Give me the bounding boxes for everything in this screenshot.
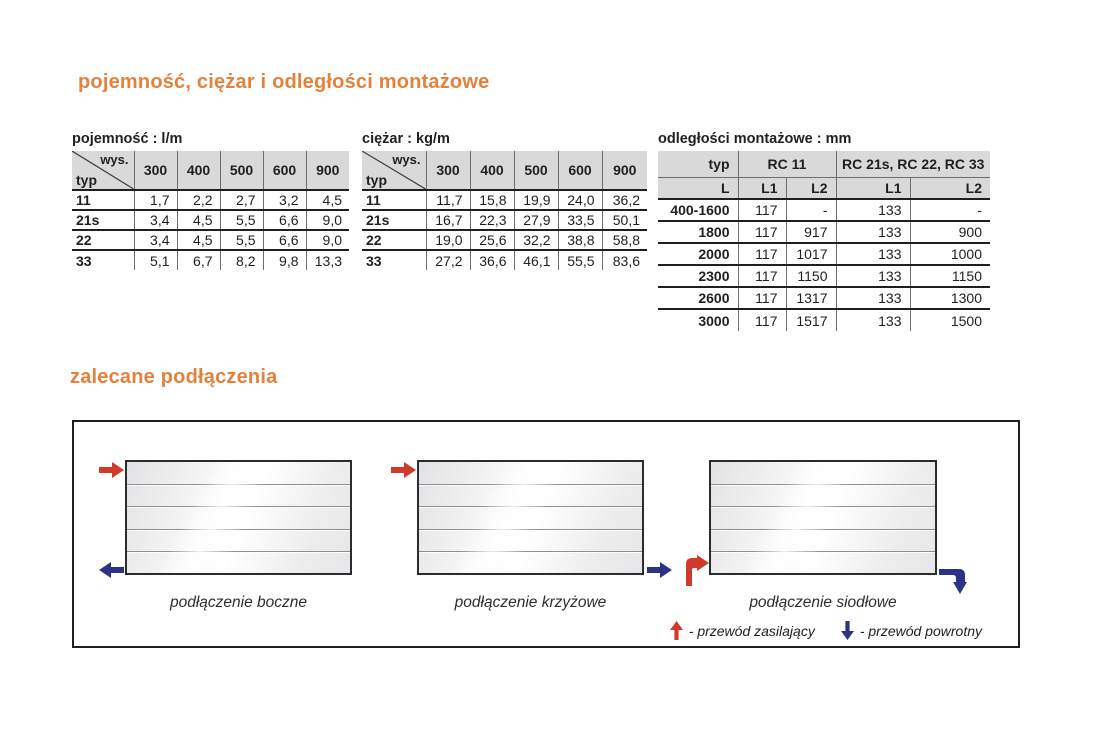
radiator-band [127,462,350,484]
type-cell: 33 [362,250,426,270]
table-row [658,265,990,287]
value-cell: 6,6 [263,230,306,250]
radiator-band [419,462,642,484]
radiator-band [711,506,935,528]
sub-header: L2 [910,177,990,199]
radiator-panel-cross [417,460,644,575]
table-row [72,210,349,230]
value-cell: 1150 [910,265,990,287]
corner-label-wys: wys. [392,152,421,167]
value-cell: 133 [836,243,910,265]
group-header-rc11: RC 11 [738,151,836,177]
radiator-panel-side [125,460,352,575]
radiator-band [419,484,642,506]
table-row [362,190,647,210]
value-cell: 36,2 [602,190,647,210]
return-arrow-left-icon [99,562,124,578]
connections-diagram-box [72,420,1020,648]
typ-header: typ [658,151,738,177]
legend [670,621,982,640]
supply-arrow-right-icon [391,462,416,478]
value-cell: 1317 [786,287,836,309]
return-arrow-right-icon [647,562,672,578]
sub-header: L2 [786,177,836,199]
length-cell: 2600 [658,287,738,309]
value-cell: 133 [836,199,910,221]
length-cell: 2300 [658,265,738,287]
value-cell: 25,6 [470,230,514,250]
value-cell: 1,7 [134,190,177,210]
header-row [362,151,647,190]
supply-elbow-arrow-icon [685,555,709,586]
capacity-table [72,151,349,270]
radiator-band [711,551,935,573]
value-cell: 6,7 [177,250,220,270]
sub-header-row [658,177,990,199]
caption-side-connection: podłączenie boczne [169,594,308,611]
length-cell: 3000 [658,309,738,331]
value-cell: 5,5 [220,210,263,230]
value-cell: 900 [910,221,990,243]
type-cell: 11 [362,190,426,210]
type-cell: 21s [362,210,426,230]
value-cell: 117 [738,265,786,287]
corner-cell [72,151,134,190]
length-cell: 400-1600 [658,199,738,221]
radiator-panel-saddle [709,460,937,575]
type-cell: 21s [72,210,134,230]
table-row [362,230,647,250]
value-cell: 19,0 [426,230,470,250]
sub-header: L1 [836,177,910,199]
section-title-connections: zalecane podłączenia [70,366,278,388]
value-cell: 46,1 [514,250,558,270]
table-row [658,309,990,331]
group-header-row [658,151,990,177]
mounting-table-label: odległości montażowe : mm [658,131,852,147]
radiator-band [711,484,935,506]
value-cell: 1000 [910,243,990,265]
table-row [658,199,990,221]
value-cell: 11,7 [426,190,470,210]
supply-arrow-right-icon [99,462,124,478]
value-cell: 1300 [910,287,990,309]
radiator-band [127,529,350,551]
legend-item-supply [670,621,815,640]
value-cell: 24,0 [558,190,602,210]
radiator-band [711,529,935,551]
value-cell: 4,5 [306,190,349,210]
table-row [362,210,647,230]
value-cell: 117 [738,221,786,243]
value-cell: 3,4 [134,210,177,230]
column-header: 900 [306,151,349,190]
value-cell: 33,5 [558,210,602,230]
value-cell: 32,2 [514,230,558,250]
value-cell: 55,5 [558,250,602,270]
value-cell: 8,2 [220,250,263,270]
value-cell: 27,2 [426,250,470,270]
value-cell: 2,7 [220,190,263,210]
value-cell: 27,9 [514,210,558,230]
value-cell: 117 [738,287,786,309]
group-header-rc21-22-33: RC 21s, RC 22, RC 33 [836,151,990,177]
corner-label-typ: typ [76,172,97,188]
value-cell: 5,5 [220,230,263,250]
column-header: 600 [263,151,306,190]
sub-header: L [658,177,738,199]
column-header: 300 [426,151,470,190]
value-cell: 22,3 [470,210,514,230]
value-cell: 6,6 [263,210,306,230]
column-header: 400 [470,151,514,190]
value-cell: 133 [836,309,910,331]
value-cell: 117 [738,243,786,265]
value-cell: 9,8 [263,250,306,270]
value-cell: 3,2 [263,190,306,210]
column-header: 400 [177,151,220,190]
value-cell: 13,3 [306,250,349,270]
column-header: 300 [134,151,177,190]
type-cell: 22 [72,230,134,250]
value-cell: 1017 [786,243,836,265]
value-cell: 133 [836,221,910,243]
value-cell: 4,5 [177,230,220,250]
value-cell: 4,5 [177,210,220,230]
corner-label-typ: typ [366,172,387,188]
legend-supply-label: - przewód zasilający [688,622,815,639]
legend-return-down-arrow-icon [841,621,854,640]
type-cell: 11 [72,190,134,210]
caption-saddle-connection: podłączenie siodłowe [749,594,897,611]
value-cell: 5,1 [134,250,177,270]
value-cell: 15,8 [470,190,514,210]
radiator-band [127,484,350,506]
value-cell: 16,7 [426,210,470,230]
value-cell: 2,2 [177,190,220,210]
caption-cross-connection: podłączenie krzyżowe [454,594,607,611]
corner-cell [362,151,426,190]
weight-table [362,151,647,270]
radiator-band [711,462,935,484]
weight-table-block [362,131,647,270]
table-row [72,230,349,250]
value-cell: 133 [836,287,910,309]
value-cell: 117 [738,309,786,331]
value-cell: 1150 [786,265,836,287]
corner-label-wys: wys. [100,152,129,167]
column-header: 500 [220,151,263,190]
sub-header: L1 [738,177,786,199]
legend-item-return [841,621,982,640]
value-cell: 83,6 [602,250,647,270]
value-cell: 58,8 [602,230,647,250]
value-cell: 38,8 [558,230,602,250]
legend-return-label: - przewód powrotny [859,622,982,639]
value-cell: 50,1 [602,210,647,230]
capacity-table-label: pojemność : l/m [72,131,183,147]
value-cell: 3,4 [134,230,177,250]
mounting-table [658,151,990,331]
column-header: 500 [514,151,558,190]
type-cell: 22 [362,230,426,250]
table-row [72,250,349,270]
table-row [362,250,647,270]
radiator-band [127,551,350,573]
radiator-band [419,529,642,551]
legend-supply-up-arrow-icon [670,621,683,640]
value-cell: 133 [836,265,910,287]
table-row [72,190,349,210]
value-cell: 917 [786,221,836,243]
header-row [72,151,349,190]
value-cell: 9,0 [306,210,349,230]
value-cell: - [910,199,990,221]
value-cell: 19,9 [514,190,558,210]
radiator-band [127,506,350,528]
capacity-table-block [72,131,349,270]
mounting-table-block [658,131,990,331]
table-row [658,287,990,309]
weight-table-label: ciężar : kg/m [362,131,450,147]
value-cell: 36,6 [470,250,514,270]
table-row [658,243,990,265]
value-cell: - [786,199,836,221]
radiator-band [419,551,642,573]
column-header: 600 [558,151,602,190]
value-cell: 1517 [786,309,836,331]
value-cell: 117 [738,199,786,221]
return-elbow-arrow-icon [939,568,967,596]
column-header: 900 [602,151,647,190]
value-cell: 1500 [910,309,990,331]
table-row [658,221,990,243]
length-cell: 2000 [658,243,738,265]
page-title: pojemność, ciężar i odległości montażowe [78,71,490,93]
value-cell: 9,0 [306,230,349,250]
type-cell: 33 [72,250,134,270]
length-cell: 1800 [658,221,738,243]
radiator-band [419,506,642,528]
